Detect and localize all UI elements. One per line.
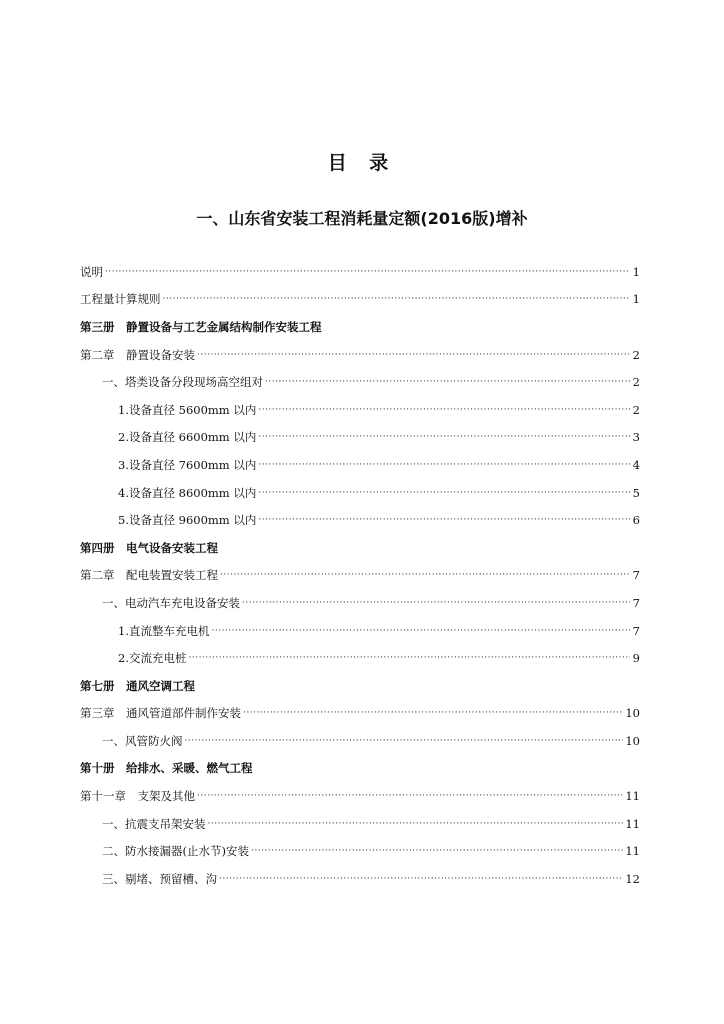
toc-dot-leader bbox=[188, 653, 630, 663]
toc-entry[interactable] bbox=[80, 644, 640, 672]
toc-entry-label: 第二章 配电装置安装工程 bbox=[80, 568, 218, 583]
toc-entry[interactable] bbox=[80, 810, 640, 838]
toc-dot-leader bbox=[208, 819, 624, 829]
toc-page-number: 1 bbox=[632, 264, 640, 279]
toc-entry-label: 第四册 电气设备安装工程 bbox=[80, 540, 218, 555]
toc-page-number: 9 bbox=[632, 651, 640, 666]
toc-entry-label: 三、剔堵、预留槽、沟 bbox=[102, 871, 217, 886]
toc-entry[interactable] bbox=[80, 562, 640, 590]
toc-dot-leader bbox=[251, 846, 623, 856]
toc-page-number: 5 bbox=[632, 485, 640, 500]
toc-page-number: 2 bbox=[632, 402, 640, 417]
toc-entry-label: 1.设备直径 5600mm 以内 bbox=[118, 402, 257, 417]
toc-entry[interactable] bbox=[80, 782, 640, 810]
toc-entry[interactable] bbox=[80, 837, 640, 865]
toc-volume-heading[interactable] bbox=[80, 534, 640, 562]
toc-dot-leader bbox=[258, 515, 630, 525]
toc-entry[interactable] bbox=[80, 617, 640, 645]
toc-entry[interactable] bbox=[80, 341, 640, 369]
toc-dot-leader bbox=[258, 432, 630, 442]
toc-entry[interactable] bbox=[80, 479, 640, 507]
toc-page-number: 2 bbox=[632, 347, 640, 362]
toc-entry[interactable] bbox=[80, 258, 640, 286]
toc-dot-leader bbox=[258, 405, 630, 415]
toc-entry-label: 第十一章 支架及其他 bbox=[80, 789, 195, 804]
toc-page-number: 6 bbox=[632, 513, 640, 528]
page-subtitle: 一、山东省安装工程消耗量定额(2016版)增补 bbox=[196, 209, 528, 228]
toc-entry[interactable] bbox=[80, 286, 640, 314]
toc-entry-label: 5.设备直径 9600mm 以内 bbox=[118, 513, 257, 528]
toc-entry-label: 3.设备直径 7600mm 以内 bbox=[118, 457, 257, 472]
toc-entry-label: 二、防水接漏器(止水节)安装 bbox=[102, 844, 249, 859]
toc-page-number: 1 bbox=[632, 292, 640, 307]
toc-entry-label: 工程量计算规则 bbox=[80, 292, 161, 307]
toc-dot-leader bbox=[219, 874, 623, 884]
toc-entry[interactable] bbox=[80, 865, 640, 893]
toc-volume-heading[interactable] bbox=[80, 755, 640, 783]
toc-dot-leader bbox=[220, 570, 630, 580]
toc-entry-label: 第三章 通风管道部件制作安装 bbox=[80, 706, 241, 721]
toc-page-number: 11 bbox=[625, 844, 640, 859]
toc-dot-leader bbox=[163, 294, 631, 304]
toc-entry-label: 2.交流充电桩 bbox=[118, 651, 187, 666]
toc-page-number: 3 bbox=[632, 430, 640, 445]
toc-entry-label: 2.设备直径 6600mm 以内 bbox=[118, 430, 257, 445]
toc-entry-label: 第七册 通风空调工程 bbox=[80, 678, 195, 693]
toc-page-number: 7 bbox=[632, 595, 640, 610]
toc-entry-label: 一、电动汽车充电设备安装 bbox=[102, 595, 240, 610]
toc-entry-label: 一、风管防火阀 bbox=[102, 733, 183, 748]
toc-entry-label: 第二章 静置设备安装 bbox=[80, 347, 195, 362]
toc-entry[interactable] bbox=[80, 589, 640, 617]
toc-entry[interactable] bbox=[80, 424, 640, 452]
toc-dot-leader bbox=[265, 377, 630, 387]
toc-dot-leader bbox=[243, 708, 623, 718]
toc-entry-label: 第三册 静置设备与工艺金属结构制作安装工程 bbox=[80, 319, 322, 334]
toc-entry[interactable] bbox=[80, 700, 640, 728]
toc-entry-label: 一、抗震支吊架安装 bbox=[102, 816, 206, 831]
toc-entry[interactable] bbox=[80, 368, 640, 396]
toc-entry[interactable] bbox=[80, 396, 640, 424]
toc-entry-label: 说明 bbox=[80, 264, 103, 279]
toc-entry-label: 1.直流整车充电机 bbox=[118, 623, 210, 638]
page-title: 目 录 bbox=[327, 152, 397, 174]
toc-dot-leader bbox=[242, 598, 630, 608]
toc-volume-heading[interactable] bbox=[80, 313, 640, 341]
toc-page-number: 12 bbox=[625, 871, 640, 886]
toc-entry-label: 一、塔类设备分段现场高空组对 bbox=[102, 375, 263, 390]
toc-dot-leader bbox=[258, 488, 630, 498]
toc-page-number: 4 bbox=[632, 457, 640, 472]
table-of-contents bbox=[80, 258, 640, 893]
toc-page-number: 7 bbox=[632, 568, 640, 583]
toc-entry[interactable] bbox=[80, 727, 640, 755]
toc-dot-leader bbox=[211, 626, 630, 636]
toc-dot-leader bbox=[197, 350, 630, 360]
toc-page-number: 11 bbox=[625, 816, 640, 831]
toc-volume-heading[interactable] bbox=[80, 672, 640, 700]
toc-page-number: 2 bbox=[632, 375, 640, 390]
toc-page-number: 7 bbox=[632, 623, 640, 638]
toc-dot-leader bbox=[197, 791, 623, 801]
toc-page-number: 10 bbox=[625, 706, 640, 721]
toc-page-number: 11 bbox=[625, 789, 640, 804]
toc-dot-leader bbox=[258, 460, 630, 470]
toc-dot-leader bbox=[105, 267, 630, 277]
toc-page-number: 10 bbox=[625, 733, 640, 748]
toc-entry[interactable] bbox=[80, 451, 640, 479]
toc-dot-leader bbox=[185, 736, 624, 746]
toc-entry[interactable] bbox=[80, 506, 640, 534]
toc-entry-label: 第十册 给排水、采暖、燃气工程 bbox=[80, 761, 253, 776]
toc-entry-label: 4.设备直径 8600mm 以内 bbox=[118, 485, 257, 500]
